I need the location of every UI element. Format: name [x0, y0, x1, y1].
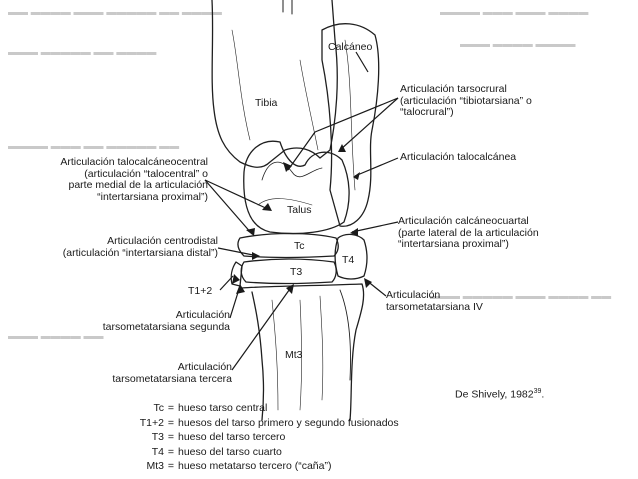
bleed-through-text: ▬▬ ▬▬▬▬ ▬▬▬ ▬▬▬▬▬ ▬▬ ▬▬▬▬	[8, 7, 222, 18]
bone-label-talus: Talus	[287, 204, 312, 216]
legend-row	[102, 431, 285, 443]
bone-label-calcaneo: Calcáneo	[328, 41, 373, 53]
label-centrodistal	[30, 236, 218, 259]
mt3-shading	[272, 300, 278, 410]
legend-row	[102, 402, 267, 414]
bone-label-t3: T3	[290, 266, 303, 278]
label-line: (articulación “intertarsiana distal”)	[62, 246, 218, 259]
label-line: tarsometatarsiana IV	[386, 300, 483, 313]
leader-tarsocrural	[288, 98, 398, 170]
bleed-through-text: ▬▬▬▬ ▬▬▬ ▬▬ ▬▬▬▬▬ ▬▬	[8, 141, 180, 152]
legend-equals: =	[167, 416, 175, 429]
arrowhead	[232, 274, 240, 284]
label-line: Articulación	[177, 361, 232, 373]
calcaneo-shading	[345, 40, 355, 190]
legend-desc: huesos del tarso primero y segundo fusionados	[178, 416, 399, 429]
talus-outline	[244, 141, 349, 233]
label-line: Articulación	[175, 309, 230, 321]
label-tarsometatarsiana-iv	[386, 290, 483, 313]
mt3-shading	[320, 296, 323, 400]
bleed-through-text: ▬▬▬▬ ▬▬▬ ▬▬▬ ▬▬▬▬	[440, 7, 589, 18]
legend-row	[102, 417, 399, 429]
source-period: .	[541, 388, 545, 401]
label-line: Articulación tarsocrural	[400, 83, 507, 95]
label-line: tarsometatarsiana segunda	[102, 320, 230, 333]
legend-equals: =	[167, 402, 175, 414]
leader-calcaneocuartal	[352, 222, 398, 232]
legend-abbr: T4	[151, 445, 164, 458]
label-line: parte medial de la articulación	[68, 179, 208, 191]
label-tarsometatarsiana-segunda	[84, 310, 230, 333]
leader-talocalcaneocentral-b	[205, 180, 252, 234]
label-talocalcaneocentral	[42, 157, 208, 203]
legend-equals: =	[167, 460, 175, 472]
bleed-through-text: ▬▬▬ ▬▬▬▬ ▬▬	[8, 331, 104, 342]
label-talocalcanea	[400, 152, 516, 164]
label-calcaneocuartal	[398, 216, 539, 251]
tibia-shading	[300, 60, 318, 150]
label-line: Articulación	[386, 289, 441, 301]
fibula-remnant	[283, 0, 292, 14]
tibia-outline	[212, 0, 337, 167]
label-line: “intertarsiana proximal”)	[97, 190, 208, 203]
label-line: (parte lateral de la articulación	[398, 226, 539, 239]
tibia-shading	[232, 30, 250, 140]
bone-label-tc: Tc	[294, 240, 305, 252]
leader-calcaneo	[356, 52, 368, 72]
bone-label-tibia: Tibia	[255, 97, 278, 109]
bleed-through-text: ▬▬▬ ▬▬▬▬▬ ▬▬▬ ▬▬▬▬ ▬▬	[430, 291, 612, 302]
leader-talocalcanea	[355, 158, 398, 176]
legend-abbr: Mt3	[146, 460, 164, 472]
calcaneo-outline	[322, 24, 379, 227]
bone-label-t4: T4	[342, 254, 355, 266]
leader-t12	[220, 276, 233, 290]
label-tarsocrural	[400, 84, 532, 119]
legend-row	[102, 446, 282, 458]
leader-tarsocrural-b	[340, 98, 398, 150]
legend-abbr: T1+2	[139, 416, 164, 429]
t3-outline	[241, 259, 336, 284]
source-citation	[455, 386, 544, 401]
arrowhead	[252, 252, 260, 260]
legend-row	[102, 460, 331, 472]
label-line: “talocrural”)	[400, 106, 454, 118]
label-line: (articulación “talocentral” o	[84, 167, 208, 180]
legend-equals: =	[167, 445, 175, 458]
label-line: Articulación talocalcánea	[400, 151, 517, 163]
label-line: tarsometatarsiana tercera	[112, 372, 232, 385]
arrowhead	[364, 278, 372, 288]
source-text: De Shively, 1982	[455, 388, 534, 401]
bone-label-t12: T1+2	[188, 285, 213, 297]
bleed-through-text: ▬▬▬ ▬▬▬▬ ▬▬▬▬	[460, 39, 576, 50]
source-ref: 39	[533, 388, 542, 395]
legend-abbr: T3	[151, 431, 164, 443]
legend-equals: =	[167, 431, 175, 443]
legend-desc: hueso del tarso tercero	[178, 431, 286, 443]
legend-abbr: Tc	[153, 402, 164, 414]
legend-desc: hueso tarso central	[178, 402, 268, 414]
label-line: Articulación calcáneocuartal	[398, 215, 529, 227]
bone-label-mt3: Mt3	[285, 349, 303, 361]
legend-desc: hueso metatarso tercero (“caña”)	[178, 460, 332, 472]
legend-desc: hueso del tarso cuarto	[178, 445, 282, 458]
label-line: “intertarsiana proximal”)	[398, 238, 509, 250]
label-line: Articulación centrodistal	[107, 235, 218, 247]
label-line: Articulación talocalcáneocentral	[60, 156, 208, 168]
bleed-through-text: ▬▬▬ ▬▬▬▬▬ ▬▬ ▬▬▬▬	[8, 47, 157, 58]
leader-talocalcaneocentral	[205, 180, 270, 210]
label-line: (articulación “tibiotarsiana” o	[400, 94, 532, 107]
mt4-outline	[340, 290, 351, 380]
label-tarsometatarsiana-tercera	[88, 362, 232, 385]
